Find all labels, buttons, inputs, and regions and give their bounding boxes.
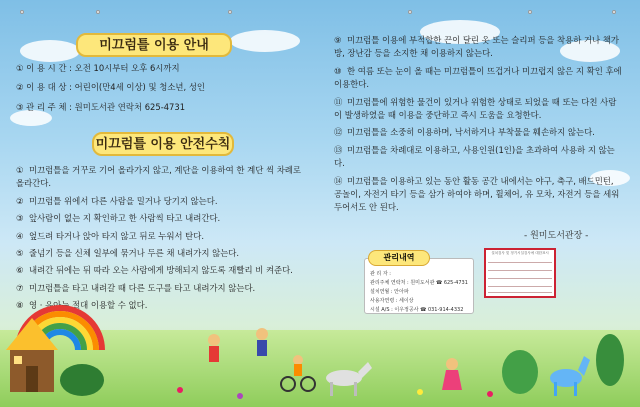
management-row: 시설 A/S : 이우정공사 ☎ 031-914-4332 xyxy=(370,307,464,313)
pin xyxy=(612,10,616,14)
safety-item: ② 미끄럼틀 위에서 다른 사람을 밀거나 당기지 않는다. xyxy=(16,195,218,206)
pin xyxy=(408,10,412,14)
form-line xyxy=(488,262,552,263)
safety-item: ④ 엎드려 타거나 앉아 타지 않고 뒤로 누워서 탄다. xyxy=(16,230,205,241)
usage-list xyxy=(16,62,306,114)
management-row: 관리주체 연락처 : 원미도서관 ☎ 625-4731 xyxy=(370,280,468,286)
safety-item: ⑬ 미끄럼틀을 차례대로 이용하고, 사용인원(1인)을 초과하여 사용하 지 않는다. xyxy=(334,144,615,169)
management-row: 사용자연령 : 세이상 xyxy=(370,298,414,304)
safety-list-left xyxy=(16,164,308,313)
safety-item: ⑤ 줄넘기 등을 신체 일부에 묶거나 두른 채 내려가지 않는다. xyxy=(16,248,240,259)
usage-item: ③ 관 리 주 체 : 원미도서관 연락처 625-4731 xyxy=(16,101,186,112)
safety-item: ① 미끄럼틀을 거꾸로 기어 올라가지 않고, 계단을 이용하여 한 계단 씩 차례로 올라간다. xyxy=(16,165,301,189)
grass-ground xyxy=(0,330,640,407)
form-line xyxy=(488,292,552,293)
pin xyxy=(528,10,532,14)
management-row: 관 리 자 : xyxy=(370,271,391,277)
usage-item: ① 이 용 시 간 : 오전 10시부터 오후 6시까지 xyxy=(16,63,180,73)
inspection-form xyxy=(484,248,556,298)
pin xyxy=(20,10,24,14)
safety-item: ③ 앞사람이 없는 지 확인하고 한 사람씩 타고 내려간다. xyxy=(16,213,221,224)
cloud xyxy=(20,40,80,62)
cloud xyxy=(230,30,300,52)
safety-list-right xyxy=(334,34,624,215)
safety-item: ⑦ 미끄럼틀을 타고 내려갈 때 다른 도구를 타고 내려가지 않는다. xyxy=(16,282,256,293)
safety-item: ⑭ 미끄럼틀을 이용하고 있는 동안 활동 공간 내에서는 야구, 축구, 배드민턴, 공놀이, 자전거 타기 등을 삼가 하여야 하며, 휠체어, 유 모차, 자전거 등을 세워 두어서도 안 된다. xyxy=(334,175,620,213)
management-row: 설치연월 : 안아파 xyxy=(370,289,409,295)
safety-title: 미끄럼틀 이용 안전수칙 xyxy=(92,132,234,156)
safety-item: ⑪ 미끄럼틀에 위험한 물건이 있거나 위험한 상태로 되었을 때 또는 다친 사람이 발생하였을 때 이용을 중단하고 즉시 도움을 요청한다. xyxy=(334,96,617,121)
form-line xyxy=(488,286,552,287)
inspection-form-caption: 설치검사 및 정기시설검사에 대한표시 xyxy=(491,251,549,255)
pin xyxy=(228,10,232,14)
usage-title: 미끄럼틀 이용 안내 xyxy=(76,33,232,57)
signature: - 원미도서관장 - xyxy=(524,231,589,241)
form-line xyxy=(488,270,552,271)
safety-item: ⑫ 미끄럼틀을 소중히 이용하며, 낙서하거나 부착물을 훼손하지 않는다. xyxy=(334,127,595,138)
pin xyxy=(96,10,100,14)
safety-item: ⑧ 영 · 유아는 절대 이용할 수 없다. xyxy=(16,300,148,311)
form-line xyxy=(488,278,552,279)
safety-item: ⑨ 미끄럼틀 이용에 부적합한 끈이 달린 옷 또는 슬리퍼 등을 착용하 거나 책가방, 장난감 등을 소지한 채 이용하지 않는다. xyxy=(334,35,619,59)
usage-item: ② 이 용 대 상 : 어린이(만4세 이상) 및 청소년, 성인 xyxy=(16,82,206,93)
safety-item: ⑥ 내려간 뒤에는 뒤 따라 오는 사람에게 방해되지 않도록 재빨리 비 켜준다. xyxy=(16,265,293,276)
management-title: 관리내역 xyxy=(368,250,430,266)
safety-item: ⑩ 한 여름 또는 눈이 올 때는 미끄럼틀이 뜨겁거나 미끄럽지 않은 지 확인 후에 이용한다. xyxy=(334,65,622,90)
